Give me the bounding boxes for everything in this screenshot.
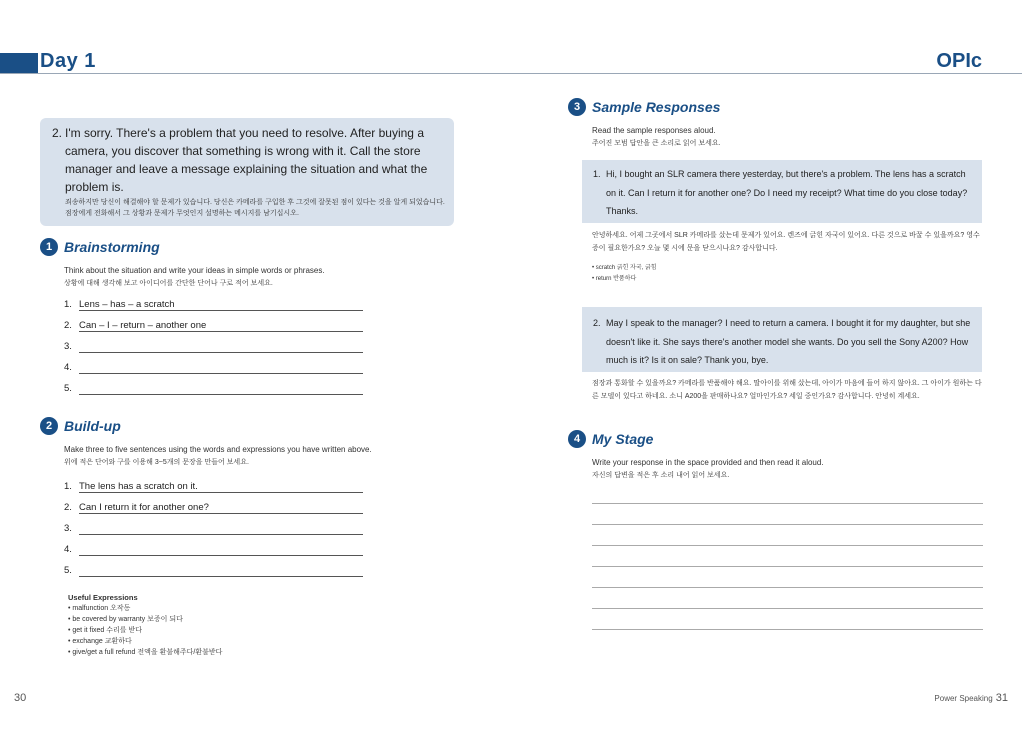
buildup-answer: The lens has a scratch on it. — [79, 481, 198, 492]
response-2-korean: 점장과 통화할 수 있을까요? 카메라를 반품해야 해요. 딸아이를 위해 샀는데, 아이가 마음에 들어 하지 않아요. 그 아이가 원하는 다른 모델이 있다고 하네요. 소니 A200을 판매하나요? 얼마인가요? 세일 중인가요? 감사합니다. 안녕히 계세요. — [592, 380, 982, 400]
sample-instruction-ko: 주어진 모범 답안을 큰 소리로 읽어 보세요. — [592, 140, 721, 147]
buildup-row: 1. The lens has a scratch on it. — [64, 481, 364, 493]
response-2 — [593, 314, 977, 370]
writing-line[interactable] — [592, 629, 983, 630]
vocab-item: • return 반품하다 — [592, 276, 637, 282]
question-text: I'm sorry. There's a problem that you need to resolve. After buying a camera, you discover that something is wrong with it. Call the store manager and leave a message explaining the situation and what the problem is. — [65, 126, 428, 194]
useful-expression-item: • malfunction 오작동 — [68, 605, 131, 612]
opic-title: OPIc — [936, 50, 982, 72]
response-1-korean: 안녕하세요. 어제 그곳에서 SLR 카메라를 샀는데 문제가 있어요. 렌즈에 긁힌 자국이 있어요. 다른 것으로 바꿀 수 있을까요? 영수증이 필요한가요? 오늘 몇 시에 문을 닫으시나요? 감사합니다. — [592, 232, 980, 252]
buildup-answer: Can I return it for another one? — [79, 502, 209, 513]
writing-line[interactable] — [592, 545, 983, 546]
useful-expression-item: • exchange 교환하다 — [68, 638, 132, 645]
answer-line — [79, 331, 363, 332]
sample-badge: 3 — [568, 98, 586, 116]
buildup-row: 5. — [64, 565, 364, 577]
response-1-text: Hi, I bought an SLR camera there yesterday, but there's a problem. The lens has a scratch on it. Can I return it for another one? Do I need my receipt? What time do you close today? Thanks. — [606, 169, 968, 216]
page-number-right — [934, 692, 1008, 704]
brainstorm-row: 2. Can – I – return – another one — [64, 320, 364, 332]
buildup-row: 4. — [64, 544, 364, 556]
useful-expression-item: • get it fixed 수리를 받다 — [68, 627, 143, 634]
header-divider — [0, 73, 1022, 74]
useful-expression-item: • give/get a full refund 전액을 환불해주다/환불받다 — [68, 649, 223, 656]
mystage-instruction-ko: 자신의 답변을 적은 후 소리 내어 읽어 보세요. — [592, 472, 730, 479]
mystage-badge: 4 — [568, 430, 586, 448]
answer-line — [79, 394, 363, 395]
brainstorming-badge: 1 — [40, 238, 58, 256]
buildup-title: Build-up — [64, 418, 121, 434]
response-2-number: 2. — [593, 318, 601, 328]
buildup-badge: 2 — [40, 417, 58, 435]
buildup-instruction-ko: 위에 적은 단어와 구를 이용해 3~5개의 문장을 만들어 보세요. — [64, 459, 249, 466]
question-number: 2. — [52, 126, 63, 140]
question-korean: 죄송하지만 당신이 해결해야 할 문제가 있습니다. 당신은 카메라를 구입한 후 그것에 잘못된 점이 있다는 것을 알게 되었습니다. 점장에게 전화해서 그 상황과 문제가 무엇인지 설명하는 메시지를 남기십시오. — [65, 199, 445, 217]
buildup-row: 2. Can I return it for another one? — [64, 502, 364, 514]
useful-expression-item: • be covered by warranty 보증이 되다 — [68, 616, 183, 623]
page-number: 31 — [995, 692, 1008, 704]
brainstorm-row: 1. Lens – has – a scratch — [64, 299, 364, 311]
brainstorm-row: 3. — [64, 341, 364, 353]
brainstorm-row: 4. — [64, 362, 364, 374]
mystage-instruction-en: Write your response in the space provided and then read it aloud. — [592, 458, 824, 467]
buildup-row: 3. — [64, 523, 364, 535]
answer-line — [79, 373, 363, 374]
writing-line[interactable] — [592, 524, 983, 525]
book-title: Power Speaking — [934, 694, 993, 703]
answer-line — [79, 555, 363, 556]
day-title: Day 1 — [40, 50, 96, 72]
response-1-number: 1. — [593, 169, 601, 179]
brainstorming-instruction-en: Think about the situation and write your ideas in simple words or phrases. — [64, 266, 325, 275]
answer-line — [79, 492, 363, 493]
mystage-title: My Stage — [592, 431, 654, 447]
answer-line — [79, 576, 363, 577]
brainstorming-title: Brainstorming — [64, 239, 160, 255]
brainstorm-answer: Can – I – return – another one — [79, 320, 207, 331]
writing-line[interactable] — [592, 587, 983, 588]
brainstorming-instruction-ko: 상황에 대해 생각해 보고 아이디어를 간단한 단어나 구로 적어 보세요. — [64, 280, 273, 287]
question-english — [52, 124, 447, 196]
writing-line[interactable] — [592, 503, 983, 504]
header-accent-bar — [0, 53, 38, 73]
useful-expressions-heading: Useful Expressions — [68, 593, 138, 602]
response-1 — [593, 165, 977, 221]
writing-line[interactable] — [592, 566, 983, 567]
useful-expressions — [68, 592, 222, 658]
response-1-vocab — [592, 263, 657, 285]
brainstorm-row: 5. — [64, 383, 364, 395]
answer-line — [79, 513, 363, 514]
writing-line[interactable] — [592, 608, 983, 609]
answer-line — [79, 534, 363, 535]
answer-line — [79, 310, 363, 311]
sample-title: Sample Responses — [592, 99, 721, 115]
page-number-left: 30 — [14, 692, 27, 704]
brainstorm-answer: Lens – has – a scratch — [79, 299, 175, 310]
vocab-item: • scratch 긁힌 자국, 긁힘 — [592, 265, 657, 271]
answer-line — [79, 352, 363, 353]
response-2-text: May I speak to the manager? I need to return a camera. I bought it for my daughter, but she doesn't like it. She says there's another model she wants. Do you sell the Sony A200? How much is it? Is it on sale? Thank you, bye. — [606, 318, 971, 365]
buildup-instruction-en: Make three to five sentences using the words and expressions you have written above. — [64, 445, 372, 454]
sample-instruction-en: Read the sample responses aloud. — [592, 126, 716, 135]
